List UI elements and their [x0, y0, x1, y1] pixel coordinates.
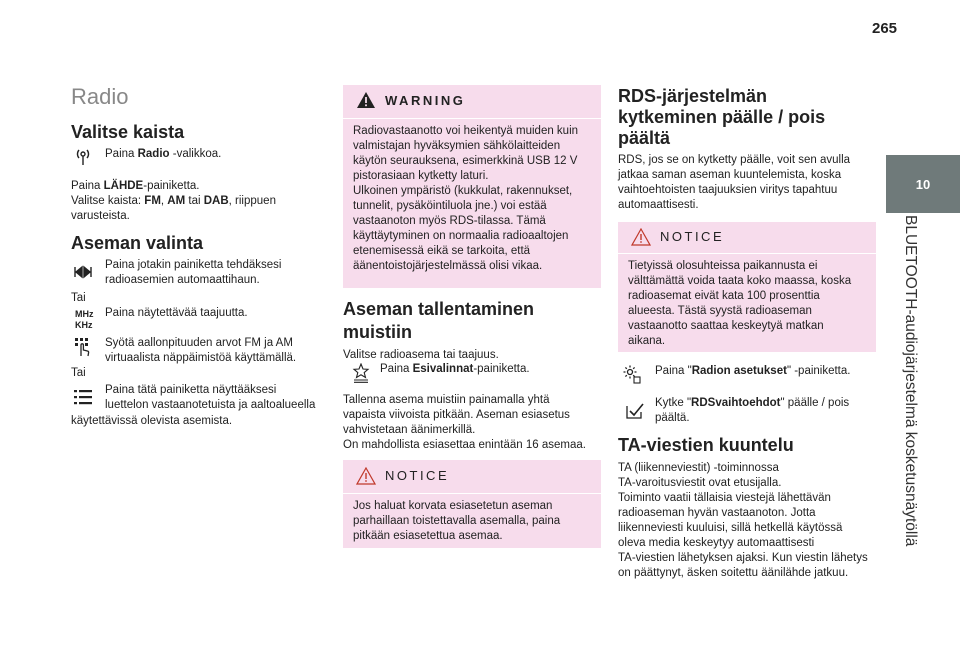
ta-paragraph: TA (liikenneviestit) -toiminnossa TA-varoitusviestit ovat etusijalla. Toiminto vaatii tällaisia viestejä lähettävän radioaseman hyvän vastaanoton. Jotta liikenneviesti kuuluisi, sillä hetkellä käytössä oleva media keskeytyy automaattisesti TA-viestien lähetyksen ajaksi. Kun viestin lähetys on päättynyt, äsken soitettu äänilähde jatkuu.	[618, 462, 868, 579]
save-select-station: Valitse radioasema tai taajuus.	[343, 349, 499, 361]
notice-title-presets: NOTICE	[385, 468, 450, 483]
notice-title-rds: NOTICE	[660, 229, 725, 244]
heading-select-band: Valitse kaista	[71, 122, 185, 142]
rds-paragraph: RDS, jos se on kytketty päälle, voit sen avulla jatkaa saman aseman kuuntelemista, koska vaihtoehtoisten taajuuksien viritys tapahtuu automaattisesti.	[618, 154, 851, 211]
radio-settings-icon	[622, 364, 642, 384]
auto-search-line-2: radioasemien automaattihaun.	[105, 274, 260, 286]
frequency-unit-icon	[75, 309, 94, 331]
heading-save-station: Aseman tallentaminen muistiin	[343, 299, 535, 342]
keypad-hand-icon	[73, 337, 93, 357]
warning-triangle-icon	[356, 91, 376, 114]
paragraph-source: Paina LÄHDE-painiketta.	[71, 180, 200, 192]
list-line-3: käytettävissä olevista asemista.	[71, 415, 233, 427]
checkbox-icon	[625, 401, 645, 421]
paragraph-band: Valitse kaista: FM, AM tai DAB, riippuen	[71, 195, 276, 207]
mhz-label: MHz	[75, 309, 94, 319]
keypad-line-1: Syötä aallonpituuden arvot FM ja AM	[105, 337, 293, 349]
heading-ta: TA-viestien kuuntelu	[618, 435, 794, 455]
or-label-1: Tai	[71, 292, 86, 304]
seek-buttons-icon	[73, 262, 93, 282]
step-press-presets: Paina Esivalinnat-painiketta.	[380, 363, 530, 375]
press-frequency: Paina näytettävää taajuutta.	[105, 307, 248, 319]
warning-title: WARNING	[385, 93, 466, 108]
list-line-1: Paina tätä painiketta näyttääksesi	[105, 384, 277, 396]
or-label-2: Tai	[71, 367, 86, 379]
khz-label: KHz	[75, 320, 93, 330]
warning-text: Radiovastaanotto voi heikentyä muiden kuin valmistajan hyväksymien sähkölaitteiden käytön seurauksena, esimerkkinä USB 12 V pistorasiaan kytketty laturi. Ulkoinen ympäristö (kukkulat, rakennukset, tunnelit, pysäköintiluola jne.) voi estää vastaanoton myös RDS-tilassa. Tämä käyttäytyminen on normaalia radioaaltojen etenemisessä eikä se tarkoita, että äänentoistojärjestelmässä olisi vikaa.	[353, 125, 579, 272]
page-number: 265	[872, 20, 898, 37]
notice-text-rds: Tietyissä olosuhteissa paikannusta ei välttämättä voida taata koko maassa, koska radioasemat eivät kata 100 prosenttia alueesta. Tästä syystä radioaseman vastaanotto saattaa keskeytyä matkan aikana.	[628, 260, 852, 347]
auto-search-line-1: Paina jotakin painiketta tehdäksesi	[105, 259, 282, 271]
paragraph-equipment: varusteista.	[71, 210, 130, 222]
warning-divider	[343, 118, 601, 119]
heading-station-select: Aseman valinta	[71, 233, 204, 253]
notice-triangle-icon	[356, 467, 376, 490]
keypad-line-2: virtuaalista näppäimistöä käyttämällä.	[105, 352, 297, 364]
save-paragraph: Tallenna asema muistiin painamalla yhtä vapaista viivoista pitkään. Aseman esiasetus vahvistetaan äänimerkillä. On mahdollista esiasettaa enintään 16 asemaa.	[343, 394, 586, 451]
step-press-radio-settings: Paina "Radion asetukset" -painiketta.	[655, 365, 851, 377]
step-toggle-rds: Kytke "RDSvaihtoehdot" päälle / pois päältä.	[655, 397, 850, 424]
chapter-title: BLUETOOTH-audiojärjestelmä kosketusnäytöllä	[902, 215, 919, 547]
radio-antenna-icon	[73, 146, 93, 166]
station-list-icon	[73, 387, 93, 407]
notice-text-presets: Jos haluat korvata esiasetetun aseman parhaillaan toistettavalla asemalla, paina pitkään esiasetettua asemaa.	[353, 500, 561, 542]
step-press-radio: Paina Radio -valikkoa.	[105, 148, 222, 160]
chapter-title-vertical	[901, 215, 921, 555]
notice-divider-presets	[343, 493, 601, 494]
heading-rds: RDS-järjestelmän kytkeminen päälle / pois päältä	[618, 86, 826, 148]
notice-triangle-icon	[631, 228, 651, 251]
list-line-2: luettelon vastaanotetuista ja aaltoalueella	[105, 399, 316, 411]
presets-star-icon	[351, 363, 371, 383]
section-heading-radio: Radio	[71, 84, 129, 109]
chapter-number: 10	[915, 176, 931, 192]
notice-divider-rds	[618, 253, 876, 254]
chapter-tab	[886, 155, 960, 213]
